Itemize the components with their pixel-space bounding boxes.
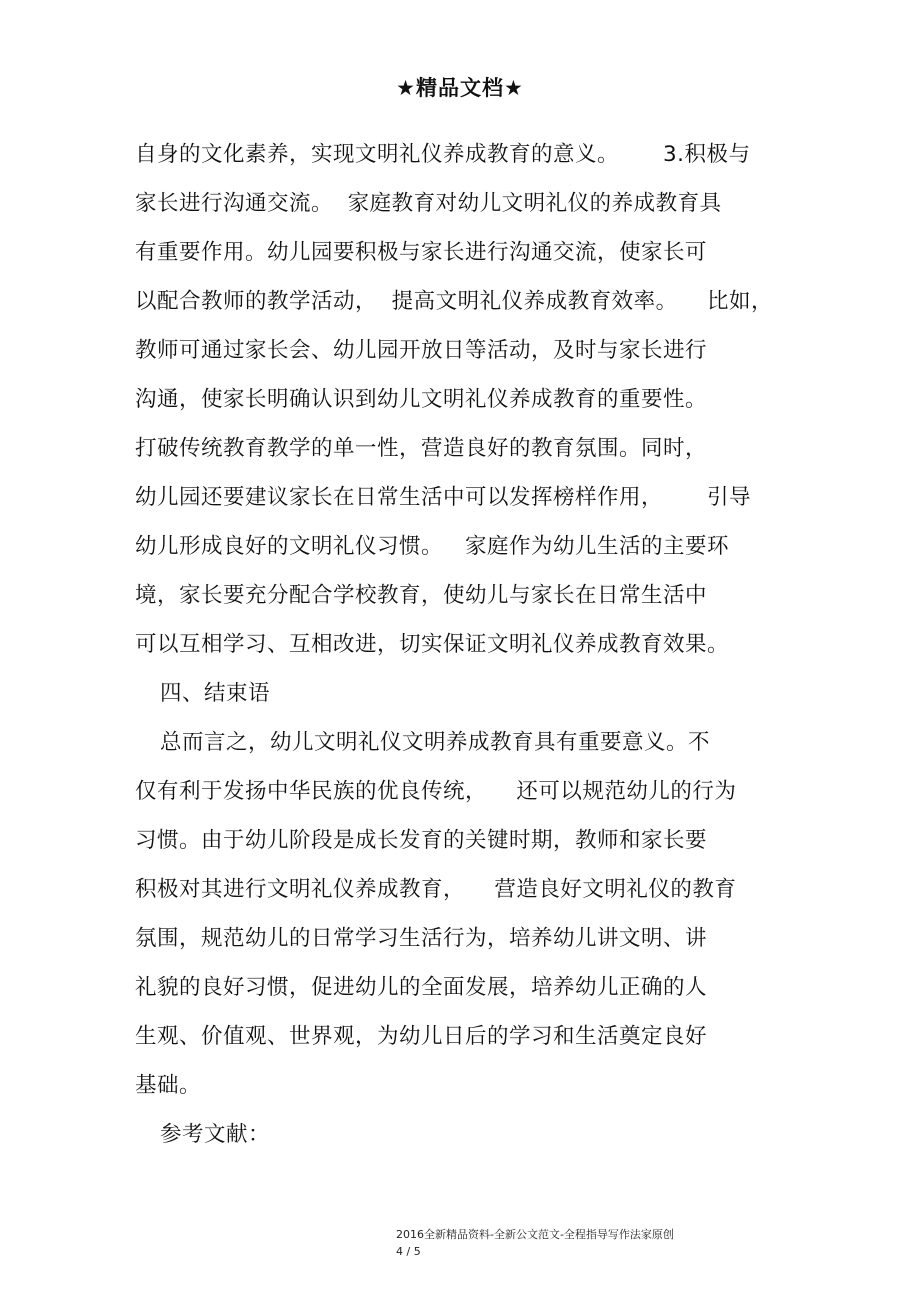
footer-text: 2016全新精品资料-全新公文范文-全程指导写作法家原创: [396, 1228, 674, 1241]
paragraph-line: 幼儿园还要建议家长在日常生活中可以发挥榜样作用， 引导: [135, 485, 752, 510]
paragraph-line: 习惯。由于幼儿阶段是成长发育的关键时期，教师和家长要: [135, 828, 708, 853]
paragraph-line: 总而言之，幼儿文明礼仪文明养成教育具有重要意义。不: [160, 730, 711, 755]
paragraph-line: 仅有利于发扬中华民族的优良传统， 还可以规范幼儿的行为: [135, 779, 737, 804]
paragraph-line: 生观、价值观、世界观，为幼儿日后的学习和生活奠定良好: [135, 1024, 708, 1049]
page-number: 4 / 5: [396, 1245, 421, 1258]
section-heading: 四、结束语: [160, 681, 271, 706]
paragraph-line: 氛围，规范幼儿的日常学习生活行为，培养幼儿讲文明、讲: [135, 926, 708, 951]
paragraph-line: 教师可通过家长会、幼儿园开放日等活动，及时与家长进行: [135, 338, 708, 363]
paragraph-line: 积极对其进行文明礼仪养成教育， 营造良好文明礼仪的教育: [135, 877, 737, 902]
paragraph-line: 家长进行沟通交流。 家庭教育对幼儿文明礼仪的养成教育具: [135, 191, 722, 216]
paragraph-line: 以配合教师的教学活动， 提高文明礼仪养成教育效率。 比如，: [135, 289, 774, 314]
paragraph-line: 可以互相学习、互相改进，切实保证文明礼仪养成教育效果。: [135, 632, 730, 657]
paragraph-line: 礼貌的良好习惯，促进幼儿的全面发展，培养幼儿正确的人: [135, 975, 708, 1000]
paragraph-line: 境，家长要充分配合学校教育，使幼儿与家长在日常生活中: [135, 583, 708, 608]
paragraph-line: 打破传统教育教学的单一性，营造良好的教育氛围。同时，: [135, 436, 708, 461]
references-heading: 参考文献：: [160, 1122, 271, 1147]
page-header: ★精品文档★: [396, 76, 524, 100]
paragraph-line: 幼儿形成良好的文明礼仪习惯。 家庭作为幼儿生活的主要环: [135, 534, 730, 559]
paragraph-line: 基础。: [135, 1073, 202, 1098]
paragraph-line: 自身的文化素养，实现文明礼仪养成教育的意义。 3.积极与: [135, 142, 751, 167]
paragraph-line: 有重要作用。幼儿园要积极与家长进行沟通交流，使家长可: [135, 240, 708, 265]
paragraph-line: 沟通，使家长明确认识到幼儿文明礼仪养成教育的重要性。: [135, 387, 708, 412]
